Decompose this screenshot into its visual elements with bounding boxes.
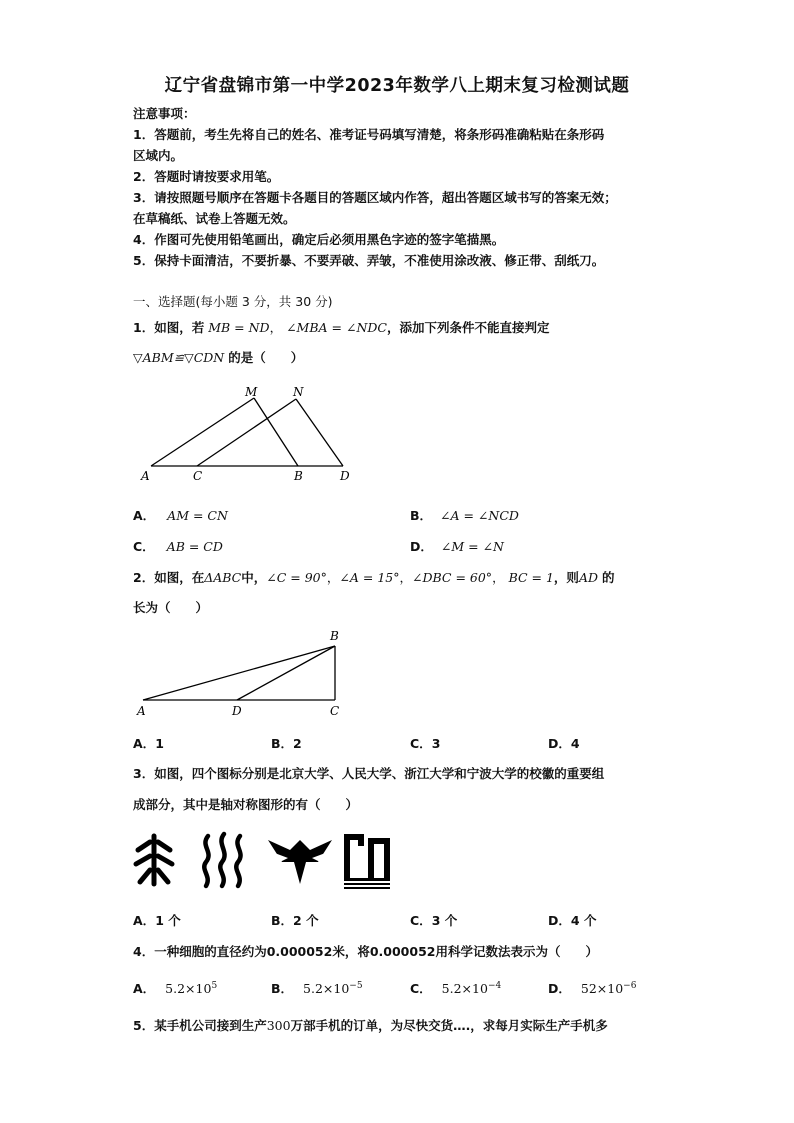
q2-option-d[interactable]	[548, 734, 580, 752]
option-exponent: 5	[211, 980, 218, 991]
q2-math: ∠C = 90°	[266, 570, 327, 585]
notice-line: 5．保持卡面清洁，不要折暴、不要弄破、弄皱，不准使用涂改液、修正带、刮纸刀。	[133, 253, 605, 268]
q2-label-a: A	[137, 704, 146, 718]
q1-math: MB = ND	[208, 320, 270, 335]
q2-label-b: B	[330, 629, 339, 643]
question-2-line-1	[133, 568, 615, 586]
q2-option-a[interactable]	[133, 734, 164, 752]
option-label: B．	[410, 508, 433, 523]
option-label: D．	[548, 981, 571, 996]
q3-option-c[interactable]	[410, 911, 457, 929]
q5-text: 万部手机的订单，为尽快交货….，求每月实际生产手机多	[290, 1018, 608, 1033]
q2-option-c[interactable]	[410, 734, 440, 752]
question-4: 4．一种细胞的直径约为0.000052米，将0.000052用科学记数法表示为（ ）	[133, 944, 598, 959]
notice-line: 区域内。	[133, 148, 184, 163]
q5-text: 5．某手机公司接到生产	[133, 1018, 267, 1033]
q2-option-b[interactable]	[271, 734, 302, 752]
q1-text: ，添加下列条件不能直接判定	[386, 320, 550, 335]
option-text: 3	[431, 736, 441, 751]
option-text: 1	[155, 736, 164, 751]
page-title: 辽宁省盘锦市第一中学2023年数学八上期末复习检测试题	[164, 76, 630, 96]
notice-line: 4．作图可先使用铅笔画出，确定后必须用黑色字迹的签字笔描黑。	[133, 232, 505, 247]
option-label: D．	[548, 913, 571, 928]
question-2-line-2: 长为（ ）	[133, 600, 209, 615]
question-3-line-2: 成部分，其中是轴对称图形的有（ ）	[133, 797, 359, 812]
q2-text: 的	[601, 570, 615, 585]
q1-option-c[interactable]	[133, 537, 223, 555]
option-base: 5.2×10	[441, 981, 488, 996]
q1-line-mb	[254, 398, 298, 466]
q2-math: BC = 1	[508, 570, 554, 585]
option-text: 2	[293, 736, 302, 751]
option-base: 5.2×10	[165, 981, 212, 996]
q1-label-d: D	[340, 469, 350, 483]
q1-label-m: M	[245, 385, 258, 399]
question-5	[133, 1016, 608, 1034]
q1-label-b: B	[294, 469, 303, 483]
notice-line: 3．请按照题号顺序在答题卡各题目的答题区域内作答，超出答题区域书写的答案无效；	[133, 190, 617, 205]
q3-option-d[interactable]	[548, 911, 596, 929]
q4-option-d[interactable]	[548, 979, 636, 997]
option-text: 4 个	[570, 913, 597, 928]
option-label: C．	[410, 913, 432, 928]
emblem-ningbo-university	[344, 834, 390, 889]
option-label: A．	[133, 981, 156, 996]
q2-text: ，则	[553, 570, 579, 585]
q1-option-b[interactable]	[410, 506, 519, 524]
q2-math: ∠A = 15°	[339, 570, 400, 585]
q1-label-c: C	[193, 469, 203, 483]
option-label: A．	[133, 736, 156, 751]
q1-text: 的是（ ）	[228, 350, 304, 365]
q2-label-d: D	[232, 704, 242, 718]
q1-label-n: N	[293, 385, 304, 399]
option-label: A．	[133, 913, 156, 928]
q2-figure	[133, 626, 353, 721]
option-label: C．	[410, 981, 432, 996]
option-exponent: −5	[349, 980, 363, 991]
notice-line: 2．答题时请按要求用笔。	[133, 169, 280, 184]
option-label: A．	[133, 508, 156, 523]
q2-text: 2．如图，在	[133, 570, 205, 585]
option-text: ∠A = ∠NCD	[440, 508, 519, 523]
option-label: C．	[133, 539, 155, 554]
q1-line-am	[151, 398, 254, 466]
emblem-zhejiang-university	[268, 840, 332, 884]
option-text: 2 个	[293, 913, 319, 928]
option-label: D．	[410, 539, 433, 554]
q1-text: 1．如图，若	[133, 320, 205, 335]
q2-line-db	[237, 646, 335, 700]
question-3-line-1: 3．如图，四个图标分别是北京大学、人民大学、浙江大学和宁波大学的校徽的重要组	[133, 766, 605, 781]
q1-math: ▽ABM≌▽CDN	[133, 350, 225, 365]
q2-text: ，	[399, 570, 412, 585]
option-label: B．	[271, 736, 294, 751]
notice-heading: 注意事项：	[133, 106, 196, 121]
notice-line: 1．答题前，考生先将自己的姓名、准考证号码填写清楚，将条形码准确粘贴在条形码	[133, 127, 605, 142]
q2-text: ，	[326, 570, 340, 585]
q2-line-ab	[143, 646, 335, 700]
option-base: 52×10	[580, 981, 624, 996]
q3-option-a[interactable]	[133, 911, 181, 929]
question-1-line-2	[133, 348, 303, 366]
option-text: AM = CN	[167, 508, 228, 523]
question-1-line-1	[133, 318, 549, 336]
option-label: C．	[410, 736, 432, 751]
option-label: B．	[271, 913, 294, 928]
q1-label-a: A	[141, 469, 150, 483]
emblem-peking-university	[136, 836, 172, 884]
q1-option-a[interactable]	[133, 506, 228, 524]
q5-number: 300	[266, 1018, 291, 1033]
q1-line-nd	[296, 399, 343, 466]
option-text: 1 个	[155, 913, 181, 928]
q4-option-a[interactable]	[133, 979, 217, 997]
option-text: ∠M = ∠N	[440, 539, 504, 554]
q4-option-c[interactable]	[410, 979, 501, 997]
q2-text: 中，	[241, 570, 267, 585]
q1-text: ，	[269, 320, 283, 335]
option-label: B．	[271, 981, 294, 996]
q2-math: ΔABC	[204, 570, 242, 585]
notice-line: 在草稿纸、试卷上答题无效。	[133, 211, 296, 226]
q2-label-c: C	[330, 704, 340, 718]
q1-math: ∠MBA = ∠NDC	[286, 320, 387, 335]
q3-option-b[interactable]	[271, 911, 319, 929]
q1-figure	[133, 380, 363, 490]
q2-text: ，	[492, 570, 505, 585]
option-label: D．	[548, 736, 571, 751]
option-text: AB = CD	[166, 539, 223, 554]
option-exponent: −6	[623, 980, 637, 991]
option-text: 4	[570, 736, 580, 751]
option-exponent: −4	[487, 980, 502, 991]
q3-emblems	[130, 828, 400, 894]
q1-option-d[interactable]	[410, 537, 504, 555]
q1-line-cn	[197, 399, 296, 466]
emblem-renmin-university	[204, 834, 240, 886]
option-base: 5.2×10	[303, 981, 350, 996]
q2-math: ∠DBC = 60°	[412, 570, 493, 585]
section-heading: 一、选择题(每小题 3 分，共 30 分)	[133, 294, 333, 309]
q4-option-b[interactable]	[271, 979, 363, 997]
q2-math: AD	[578, 570, 598, 585]
option-text: 3 个	[431, 913, 458, 928]
